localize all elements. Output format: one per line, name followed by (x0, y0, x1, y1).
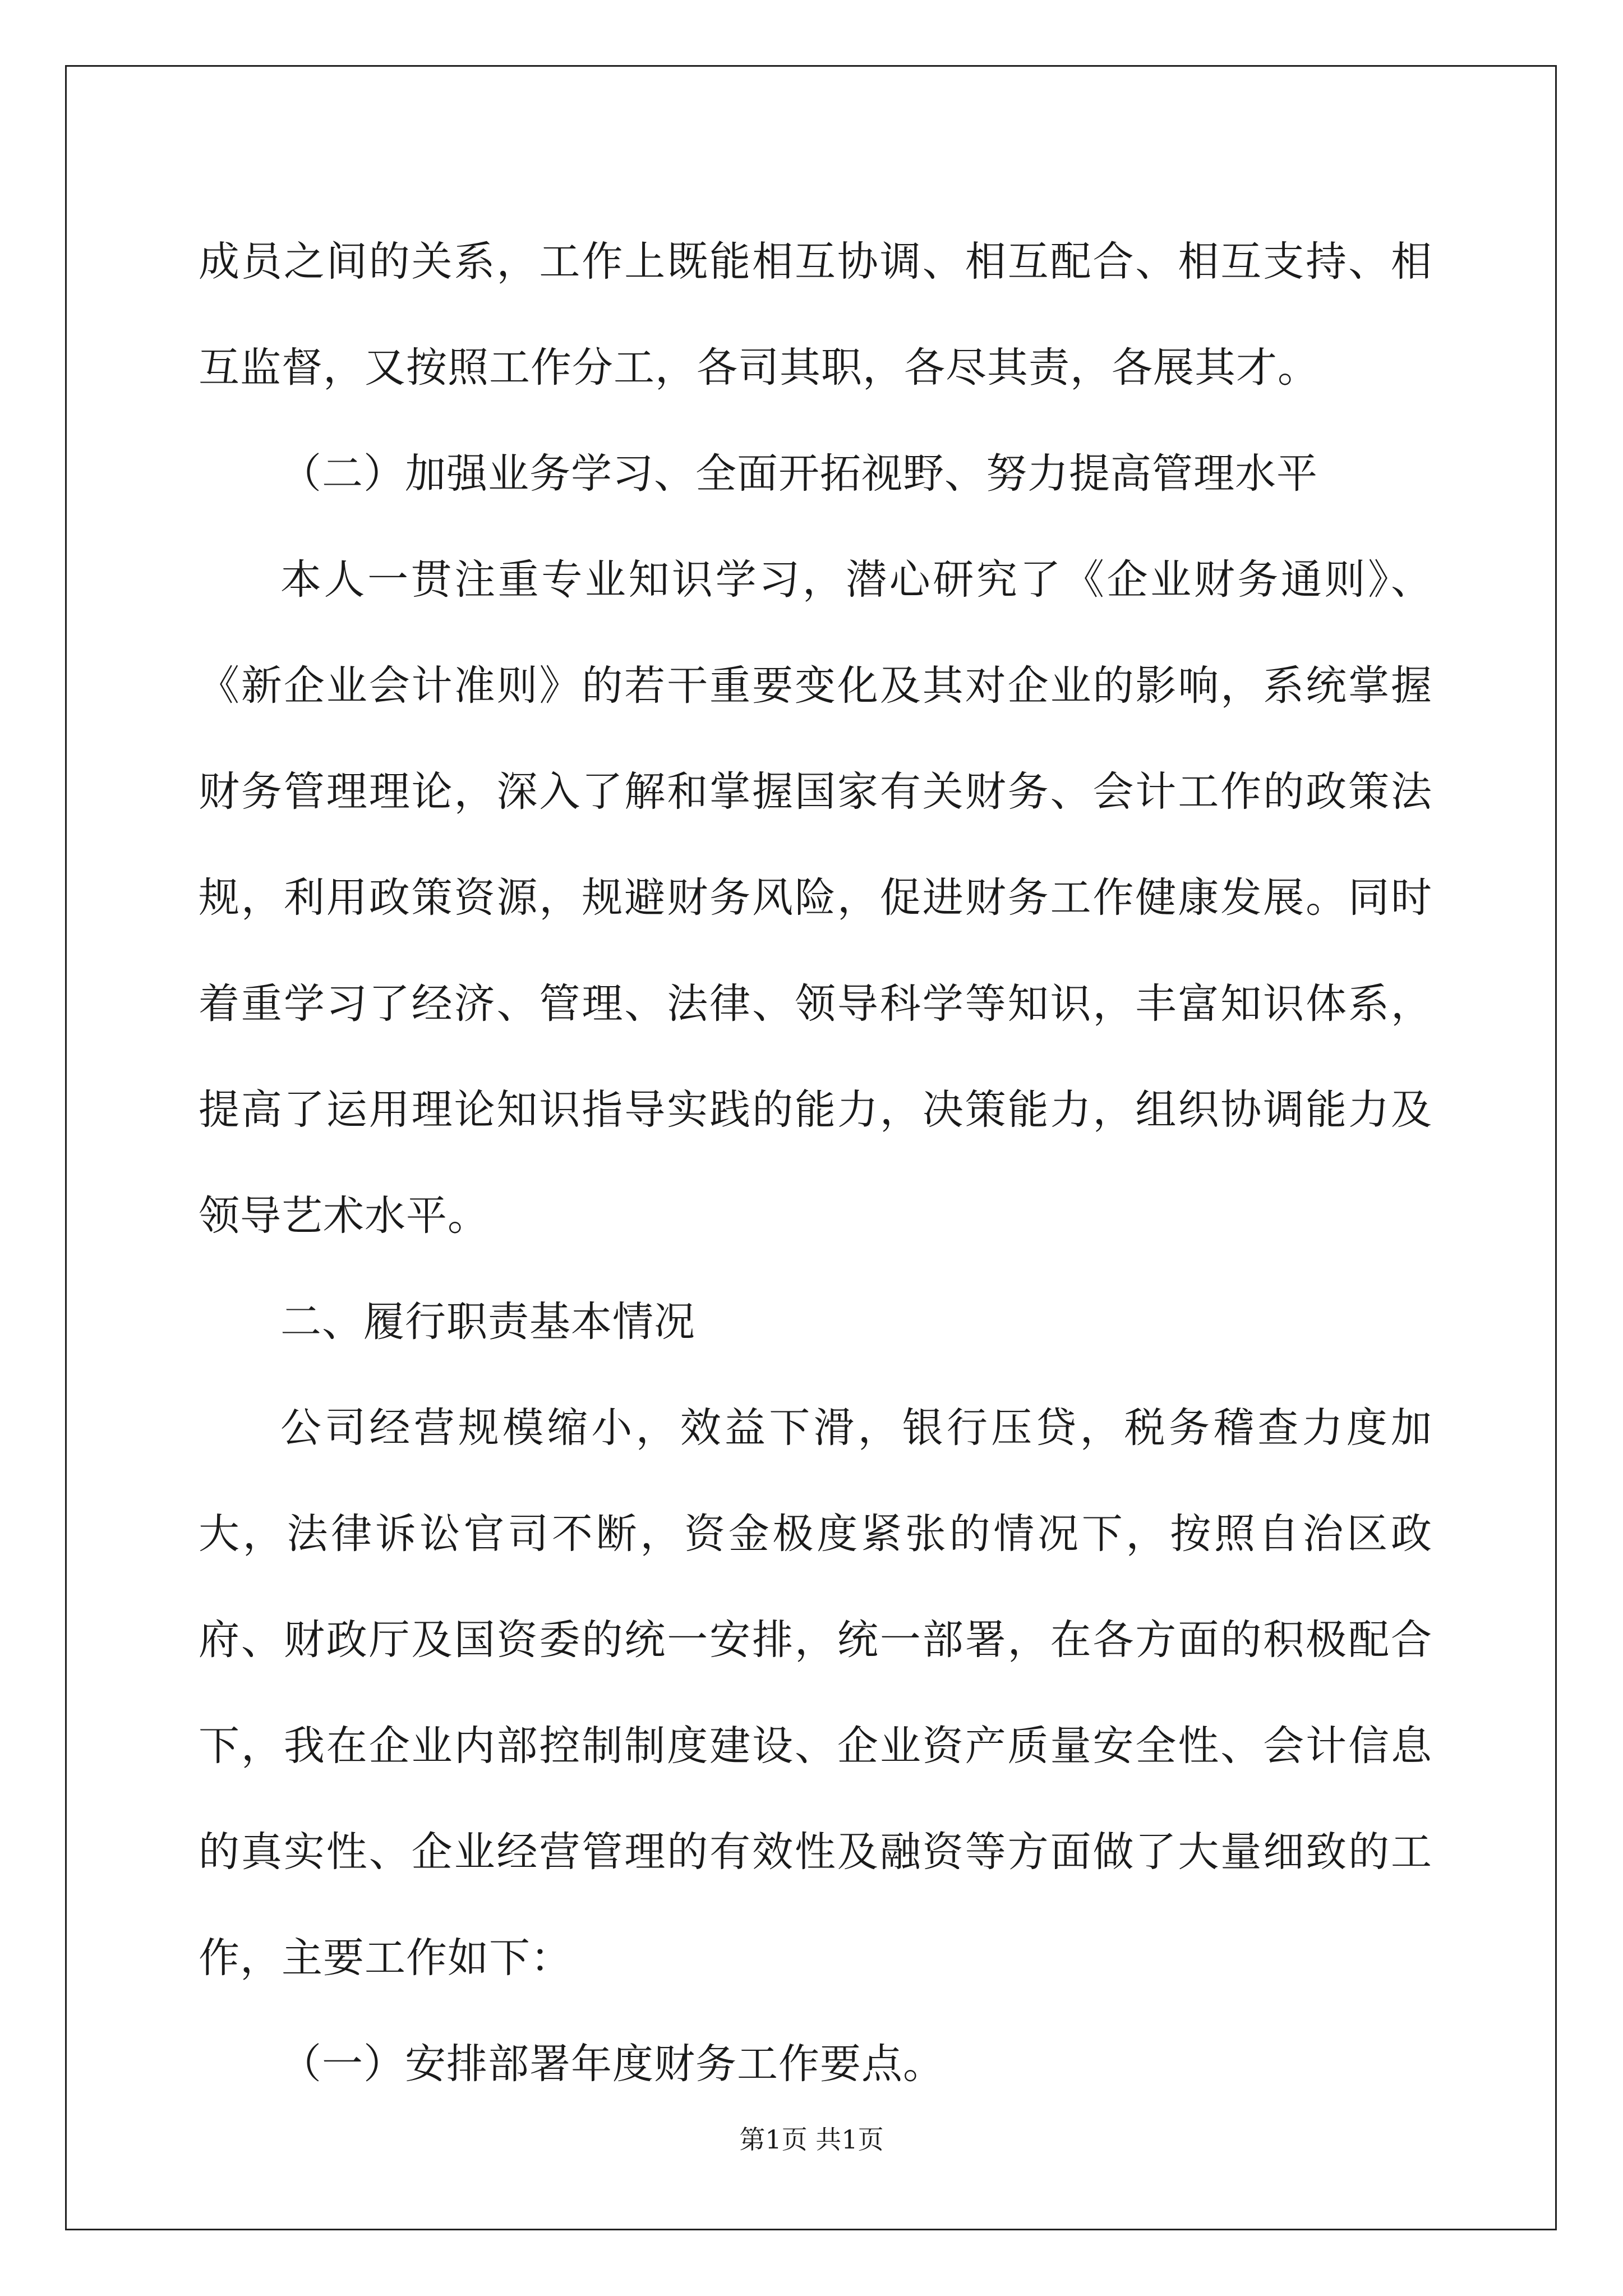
section-heading-1: （一）安排部署年度财务工作要点。 (280, 2040, 944, 2088)
document-body (199, 209, 1432, 2117)
paragraph-study: 本人一贯注重专业知识学习，潜心研究了《企业财务通则》、《新企业会计准则》的若干重要变化及其对企业的影响，系统掌握财务管理理论，深入了解和掌握国家有关财务、会计工作的政策法规，利用政策资源，规避财务风险，促进财务工作健康发展。同时着重学习了经济、管理、法律、领导科学等知识，丰富知识体系，提高了运用理论知识指导实践的能力，决策能力，组织协调能力及领导艺术水平。 (199, 556, 1432, 1240)
page-number-footer: 第1页 共1页 (739, 2124, 884, 2155)
section-heading-duties: 二、履行职责基本情况 (280, 1298, 695, 1346)
paragraph-1: 成员之间的关系，工作上既能相互协调、相互配合、相互支持、相互监督，又按照工作分工，各司其职，各尽其责，各展其才。 (199, 238, 1432, 392)
section-heading-2: （二）加强业务学习、全面开拓视野、努力提高管理水平 (280, 450, 1318, 498)
paragraph-duties: 公司经营规模缩小，效益下滑，银行压贷，税务稽查力度加大，法律诉讼官司不断，资金极度紧张的情况下，按照自治区政府、财政厅及国资委的统一安排，统一部署，在各方面的积极配合下，我在企业内部控制制度建设、企业资产质量安全性、会计信息的真实性、企业经营管理的有效性及融资等方面做了大量细致的工作，主要工作如下： (199, 1404, 1432, 1982)
